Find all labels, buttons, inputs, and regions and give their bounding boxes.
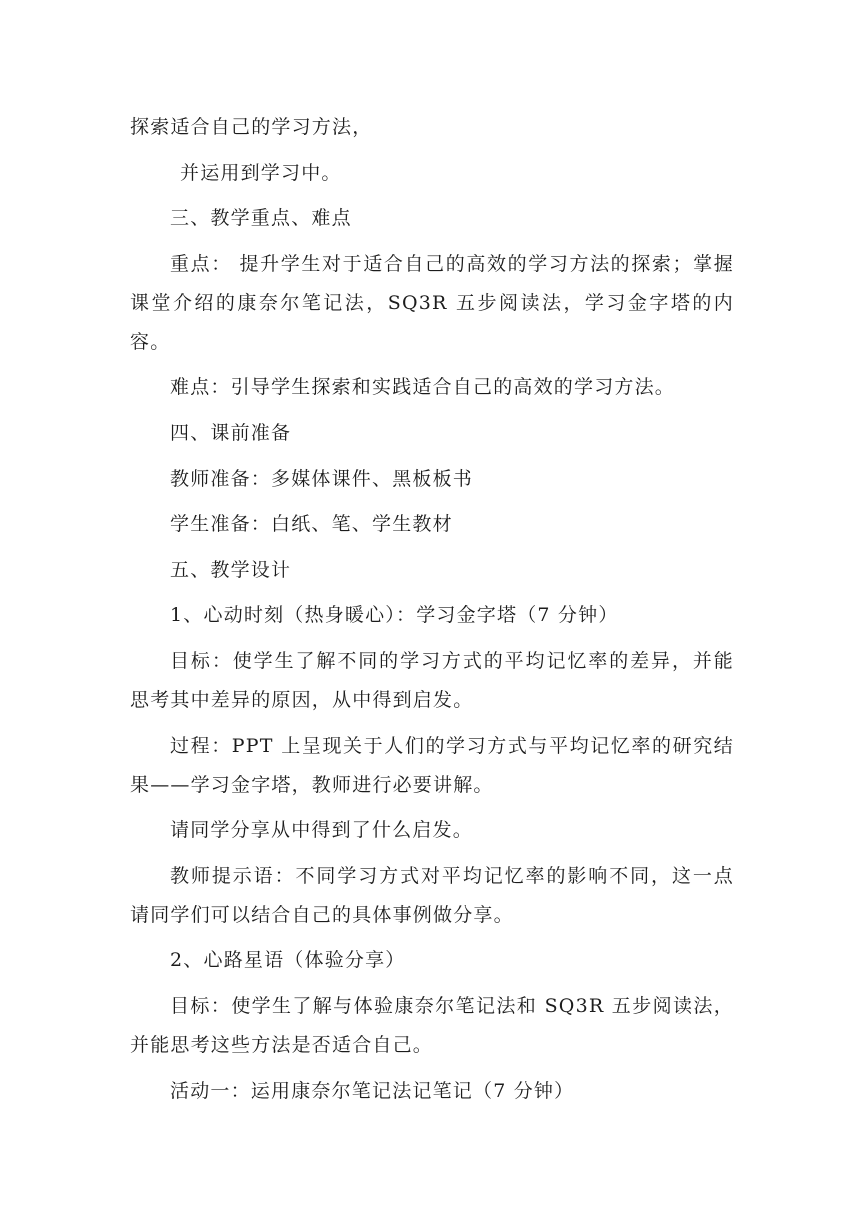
paragraph-goal-1: 目标：使学生了解不同的学习方式的平均记忆率的差异，并能思考其中差异的原因，从中得到启发。 [130, 649, 734, 711]
paragraph-process-1: 过程：PPT 上呈现关于人们的学习方式与平均记忆率的研究结果——学习金字塔，教师进行必要讲解。 [130, 734, 734, 796]
paragraph-heading-5: 五、教学设计 [170, 558, 292, 581]
paragraph-method-cont: 探索适合自己的学习方法， [130, 116, 373, 138]
paragraph-heading-4: 四、课前准备 [170, 421, 292, 444]
paragraph-share: 请同学分享从中得到了什么启发。 [170, 819, 474, 842]
paragraph-student-prep: 学生准备：白纸、笔、学生教材 [170, 513, 453, 536]
paragraph-apply: 并运用到学习中。 [180, 161, 342, 184]
document-body [130, 108, 734, 1117]
paragraph-teacher-tip: 教师提示语：不同学习方式对平均记忆率的影响不同，这一点请同学们可以结合自己的具体事例做分享。 [130, 864, 734, 926]
paragraph-section-1: 1、心动时刻（热身暖心）：学习金字塔（7 分钟） [170, 604, 619, 627]
paragraph-activity-1: 活动一：运用康奈尔笔记法记笔记（7 分钟） [170, 1079, 575, 1102]
paragraph-difficulties: 难点：引导学生探索和实践适合自己的高效的学习方法。 [170, 376, 676, 399]
paragraph-key-points: 重点： 提升学生对于适合自己的高效的学习方法的探索；掌握课堂介绍的康奈尔笔记法，SQ3R 五步阅读法，学习金字塔的内容。 [130, 252, 734, 353]
paragraph-heading-3: 三、教学重点、难点 [170, 207, 352, 230]
paragraph-section-2: 2、心路星语（体验分享） [170, 949, 406, 972]
paragraph-teacher-prep: 教师准备：多媒体课件、黑板板书 [170, 467, 474, 490]
paragraph-goal-2: 目标：使学生了解与体验康奈尔笔记法和 SQ3R 五步阅读法，并能思考这些方法是否适合自己。 [130, 994, 734, 1056]
